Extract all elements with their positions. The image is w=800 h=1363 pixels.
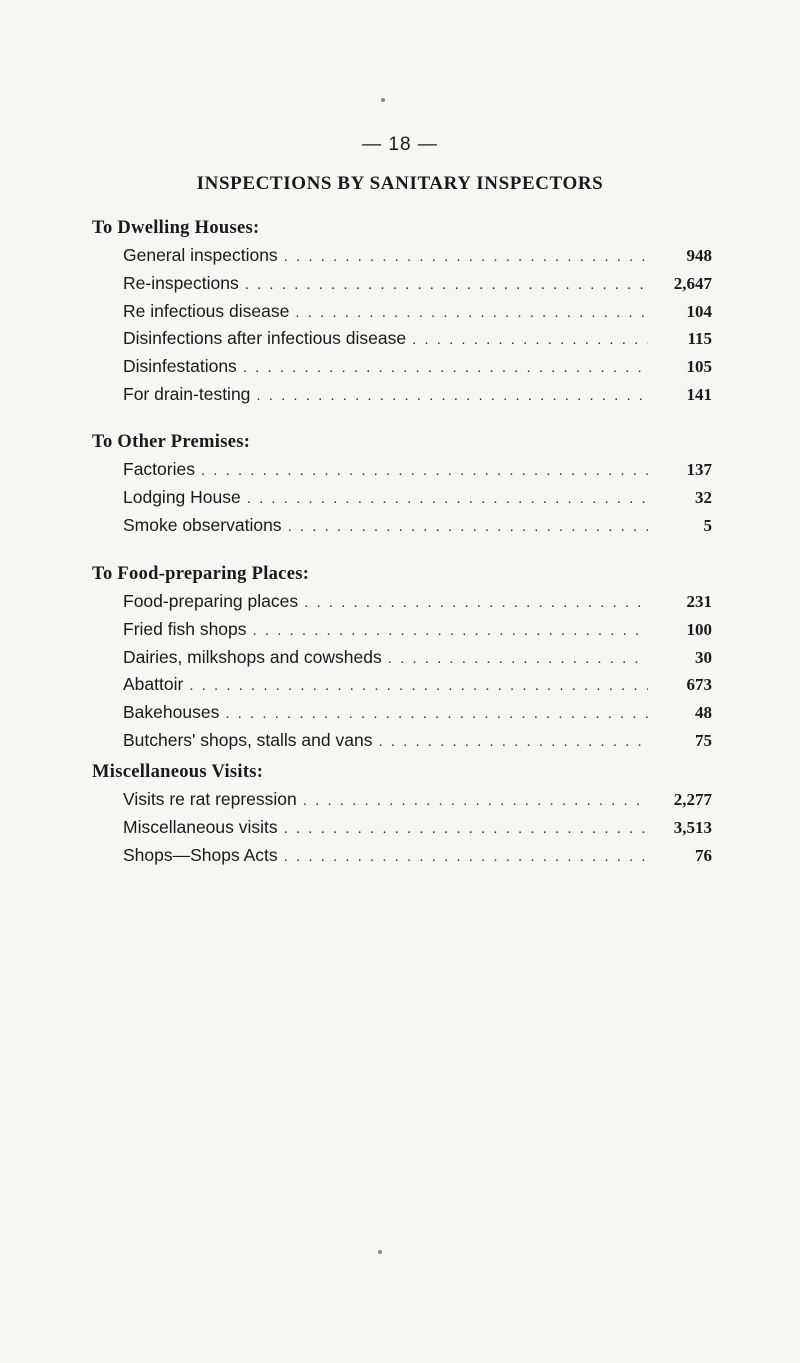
list-item bbox=[123, 456, 712, 484]
dot-leader bbox=[388, 645, 648, 673]
section-dwelling-houses bbox=[92, 214, 712, 409]
item-label: Dairies, milkshops and cowsheds bbox=[123, 646, 382, 667]
list-item bbox=[123, 814, 712, 842]
item-value: 3,513 bbox=[673, 817, 712, 837]
item-label: Visits re rat repression bbox=[123, 789, 297, 809]
dot-leader bbox=[284, 843, 648, 871]
punch-dot-top bbox=[381, 98, 385, 102]
item-value: 2,647 bbox=[673, 273, 712, 293]
item-value: 5 bbox=[703, 515, 712, 535]
item-label: Abattoir bbox=[123, 674, 184, 695]
item-label: Bakehouses bbox=[123, 702, 220, 723]
list-item bbox=[123, 270, 712, 298]
item-label: Re-inspections bbox=[123, 272, 239, 293]
dot-leader bbox=[243, 354, 648, 382]
dot-leader bbox=[256, 382, 648, 410]
item-label: Shops—Shops Acts bbox=[123, 844, 278, 865]
dot-leader bbox=[225, 700, 648, 728]
dot-leader bbox=[247, 485, 648, 513]
list-item bbox=[123, 699, 712, 727]
dot-leader bbox=[303, 787, 648, 815]
dot-leader bbox=[284, 243, 648, 271]
item-label: Smoke observations bbox=[123, 514, 282, 535]
item-label: Disinfections after infectious disease bbox=[123, 328, 407, 349]
list-item bbox=[123, 842, 712, 870]
section-food-preparing bbox=[92, 560, 712, 755]
list-item bbox=[123, 353, 712, 381]
dot-leader bbox=[284, 815, 648, 843]
list-item bbox=[123, 242, 712, 270]
list-item bbox=[123, 381, 712, 409]
item-value: 75 bbox=[695, 730, 712, 750]
item-label: Lodging House bbox=[123, 486, 241, 507]
dot-leader bbox=[253, 617, 648, 645]
section-heading: To Dwelling Houses: bbox=[92, 218, 260, 238]
item-value: 231 bbox=[686, 592, 712, 611]
item-value: 105 bbox=[686, 357, 712, 377]
list-item bbox=[123, 588, 712, 616]
item-label: Miscellaneous visits bbox=[123, 816, 278, 837]
list-item bbox=[123, 484, 712, 512]
item-label: Re infectious disease bbox=[123, 300, 290, 321]
list-item bbox=[123, 298, 712, 326]
item-label: Disinfestations bbox=[123, 356, 237, 377]
item-label: Food-preparing places bbox=[123, 591, 299, 611]
list-item bbox=[123, 671, 712, 699]
dot-leader bbox=[201, 457, 648, 485]
list-item bbox=[123, 325, 712, 353]
item-value: 141 bbox=[686, 384, 712, 404]
item-value: 137 bbox=[686, 460, 712, 479]
item-label: Fried fish shops bbox=[123, 618, 247, 639]
section-heading: To Other Premises: bbox=[92, 432, 251, 452]
list-item bbox=[123, 616, 712, 644]
item-label: For drain-testing bbox=[123, 383, 251, 404]
list-item bbox=[123, 644, 712, 672]
section-heading: Miscellaneous Visits: bbox=[92, 762, 264, 782]
dot-leader bbox=[288, 513, 648, 541]
dot-leader bbox=[412, 326, 648, 354]
section-other-premises bbox=[92, 428, 712, 539]
page-title: INSPECTIONS BY SANITARY INSPECTORS bbox=[196, 173, 604, 194]
dot-leader bbox=[378, 728, 648, 756]
list-item bbox=[123, 727, 712, 755]
item-value: 2,277 bbox=[673, 790, 712, 809]
item-label: Butchers' shops, stalls and vans bbox=[123, 729, 373, 750]
section-miscellaneous bbox=[92, 758, 712, 869]
item-value: 48 bbox=[695, 703, 712, 723]
page-number: — 18 — bbox=[362, 134, 438, 155]
dot-leader bbox=[189, 672, 648, 700]
section-heading: To Food-preparing Places: bbox=[92, 564, 310, 584]
list-item bbox=[123, 512, 712, 540]
item-value: 673 bbox=[686, 675, 712, 695]
item-label: General inspections bbox=[123, 245, 278, 265]
item-label: Factories bbox=[123, 459, 195, 479]
item-value: 32 bbox=[695, 487, 712, 507]
item-value: 100 bbox=[686, 619, 712, 639]
dot-leader bbox=[245, 271, 648, 299]
item-value: 76 bbox=[695, 845, 712, 865]
dot-leader bbox=[295, 299, 648, 327]
punch-dot-bottom bbox=[378, 1250, 382, 1254]
list-item bbox=[123, 786, 712, 814]
item-value: 948 bbox=[686, 246, 712, 265]
dot-leader bbox=[304, 589, 648, 617]
item-value: 115 bbox=[687, 329, 712, 349]
item-value: 30 bbox=[695, 647, 712, 667]
item-value: 104 bbox=[686, 301, 712, 321]
